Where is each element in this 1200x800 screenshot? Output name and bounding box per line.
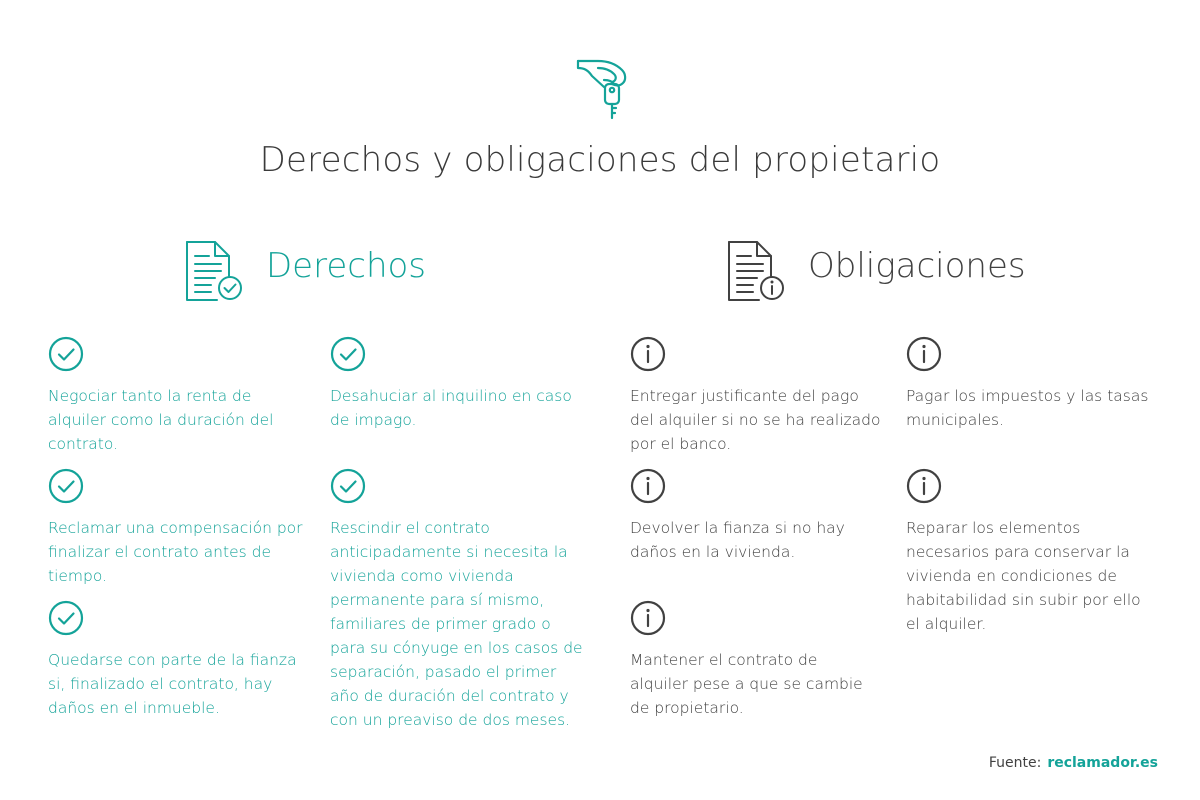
source-label: Fuente: (988, 755, 1042, 771)
source-footer (989, 755, 1158, 771)
info-circle-icon (906, 468, 942, 504)
info-circle-icon (630, 336, 666, 372)
check-circle-icon (48, 336, 84, 372)
rights-item: Desahuciar al inquilino en caso de impago. (330, 387, 572, 429)
rights-item: Rescindir el contrato anticipadamente si necesita la vivienda como vivienda permanente para sí mismo, familiares de primer grado o para su cónyuge en los casos de separación, pasado el primer año de duración del contrato y con un preaviso de dos meses. (330, 519, 583, 729)
info-circle-icon (630, 600, 666, 636)
rights-item: Negociar tanto la renta de alquiler como la duración del contrato. (48, 387, 274, 453)
obligations-item: Mantener el contrato de alquiler pese a que se cambie de propietario. (630, 651, 863, 717)
check-circle-icon (330, 336, 366, 372)
document-info-icon (725, 238, 787, 304)
document-check-icon (183, 238, 245, 304)
page-title: Derechos y obligaciones del propietario (259, 140, 941, 180)
info-circle-icon (630, 468, 666, 504)
rights-item: Reclamar una compensación por finalizar el contrato antes de tiempo. (48, 519, 303, 585)
rights-heading: Derechos (266, 246, 427, 286)
check-circle-icon (330, 468, 366, 504)
obligations-item: Devolver la fianza si no hay daños en la vivienda. (630, 519, 845, 561)
rights-item: Quedarse con parte de la fianza si, finalizado el contrato, hay daños en el inmueble. (48, 651, 297, 717)
check-circle-icon (48, 600, 84, 636)
obligations-heading: Obligaciones (808, 246, 1026, 286)
obligations-item: Reparar los elementos necesarios para conservar la vivienda en condiciones de habitabilidad sin subir por ello el alquiler. (906, 519, 1141, 633)
hand-key-icon (574, 58, 630, 122)
info-circle-icon (906, 336, 942, 372)
check-circle-icon (48, 468, 84, 504)
obligations-item: Entregar justificante del pago del alquiler si no se ha realizado por el banco. (630, 387, 881, 453)
obligations-item: Pagar los impuestos y las tasas municipales. (906, 387, 1149, 429)
source-link[interactable]: reclamador.es (1047, 755, 1158, 771)
